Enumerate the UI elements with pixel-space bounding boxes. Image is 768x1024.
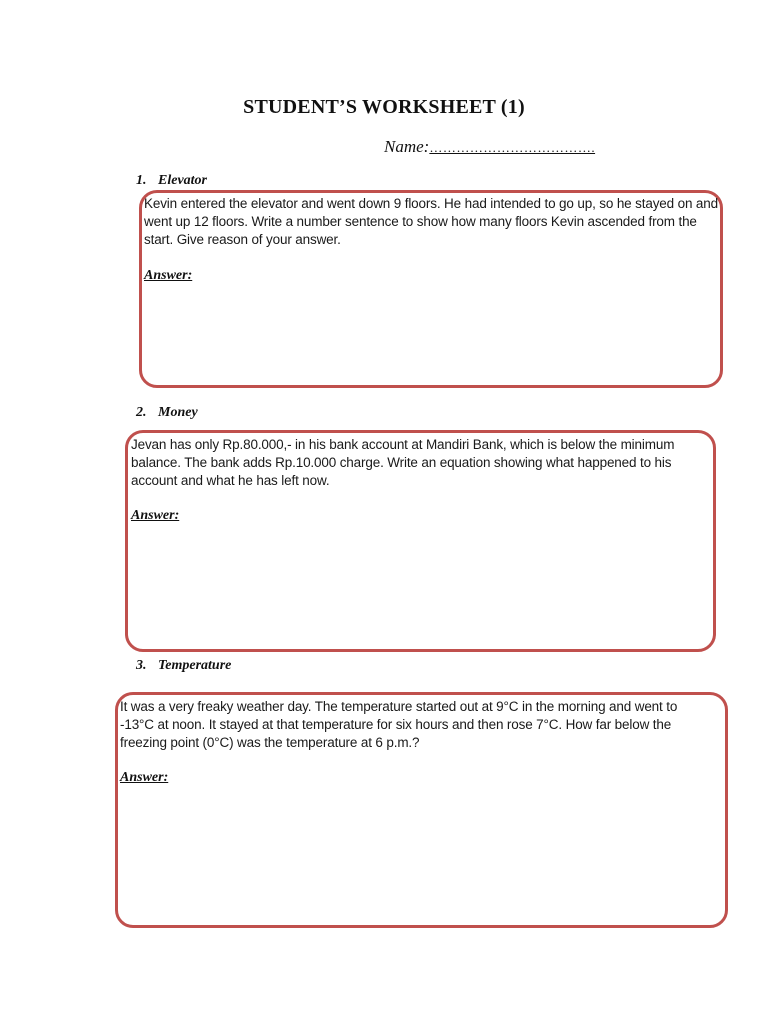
answer-label-money: Answer:	[131, 508, 180, 523]
question-text-elevator: Kevin entered the elevator and went down 9 floors. He had intended to go up, so he stayed on and went up 12 floors. Write a number sentence to show how many floors Kevin ascended from the start. Give reason of your answer.	[144, 196, 719, 247]
section-number: 3.	[136, 658, 147, 673]
question-text-money: Jevan has only Rp.80.000,- in his bank account at Mandiri Bank, which is below the minimum balance. The bank adds Rp.10.000 charge. Write an equation showing what happened to his account and what he has left now.	[131, 437, 675, 488]
name-label: Name:	[384, 137, 430, 156]
section-title: Money	[158, 405, 198, 420]
section-heading-money	[136, 405, 198, 421]
section-title: Temperature	[158, 658, 232, 673]
section-title: Elevator	[158, 173, 207, 188]
question-text-temperature: It was a very freaky weather day. The temperature started out at 9°C in the morning and went to -13°C at noon. It stayed at that temperature for six hours and then rose 7°C. How far below the freezing point (0°C) was the temperature at 6 p.m.?	[120, 699, 678, 750]
section-heading-elevator	[136, 173, 207, 189]
answer-label-elevator: Answer:	[144, 268, 193, 283]
section-number: 1.	[136, 173, 147, 188]
answer-label-temperature: Answer:	[120, 770, 169, 785]
section-heading-temperature	[136, 658, 231, 674]
name-field[interactable]	[384, 137, 595, 157]
name-blank[interactable]: ……………………………….	[429, 140, 596, 155]
section-number: 2.	[136, 405, 147, 420]
worksheet-title: STUDENT’S WORKSHEET (1)	[243, 96, 525, 118]
